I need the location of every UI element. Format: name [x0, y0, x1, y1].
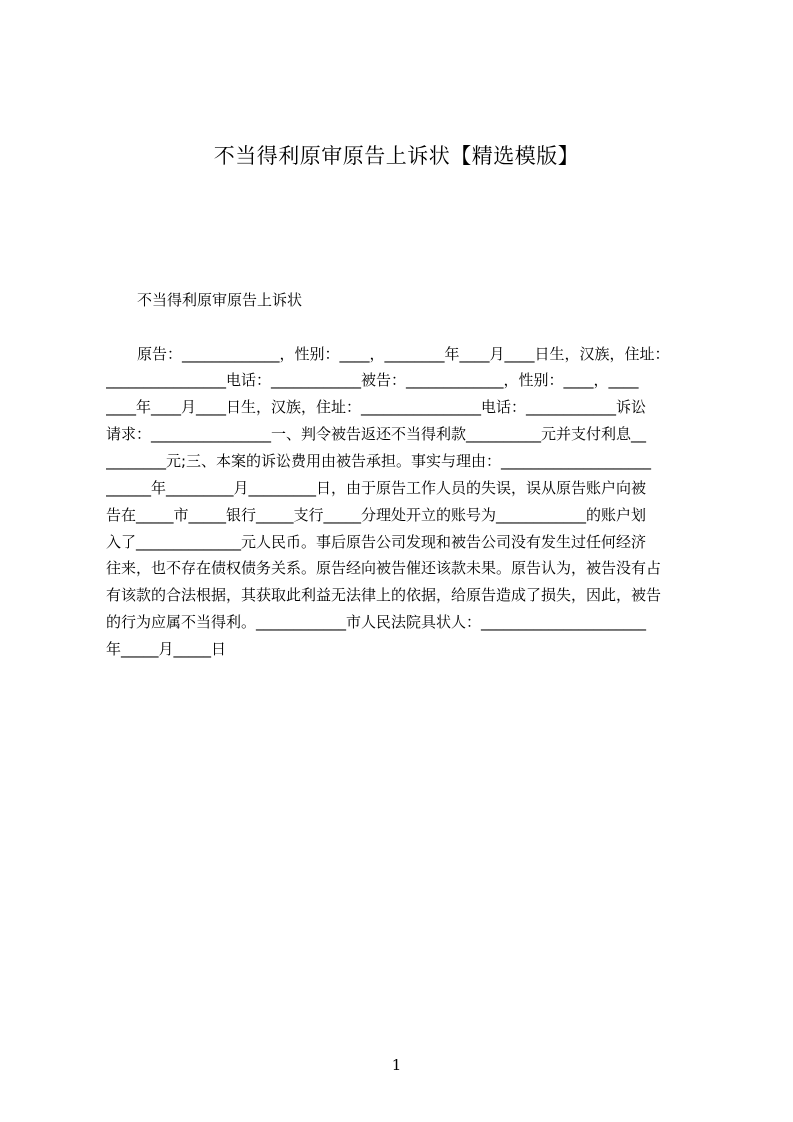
- body-line: 原告：_____________，性别：____，________年____月____日生，汉族，住址：: [137, 345, 670, 363]
- body-line: ________________电话：____________被告：_____________，性别：____，____: [106, 371, 639, 389]
- document-subtitle: 不当得利原审原告上诉状: [137, 291, 303, 309]
- body-line: 往来，也不存在债权债务关系。原告经向被告催还该款未果。原告认为，被告没有占: [106, 559, 662, 577]
- body-line: 的行为应属不当得利。____________市人民法院具状人：______________________: [106, 613, 647, 631]
- body-line: 入了______________元人民币。事后原告公司发现和被告公司没有发生过任何经济: [106, 533, 647, 551]
- page-number: 1: [391, 1056, 402, 1074]
- body-line: 有该款的合法根据，其获取此利益无法律上的依据，给原告造成了损失，因此，被告: [106, 586, 662, 604]
- body-line: ______年_________月_________日，由于原告工作人员的失误，误从原告账户向被: [106, 479, 647, 497]
- body-line: 请求：________________一、判令被告返还不当得利款__________元并支付利息__: [106, 425, 647, 443]
- document-title: 不当得利原审原告上诉状【精选模版】: [213, 144, 580, 168]
- body-line: 年_____月_____日: [106, 640, 227, 658]
- body-line: ________元;三、本案的诉讼费用由被告承担。事实与理由：____________________: [106, 452, 652, 470]
- body-line: 告在_____市_____银行_____支行_____分理处开立的账号为____________的账户划: [106, 506, 647, 524]
- body-line: ____年____月____日生，汉族，住址：________________电话：____________诉讼: [106, 398, 647, 416]
